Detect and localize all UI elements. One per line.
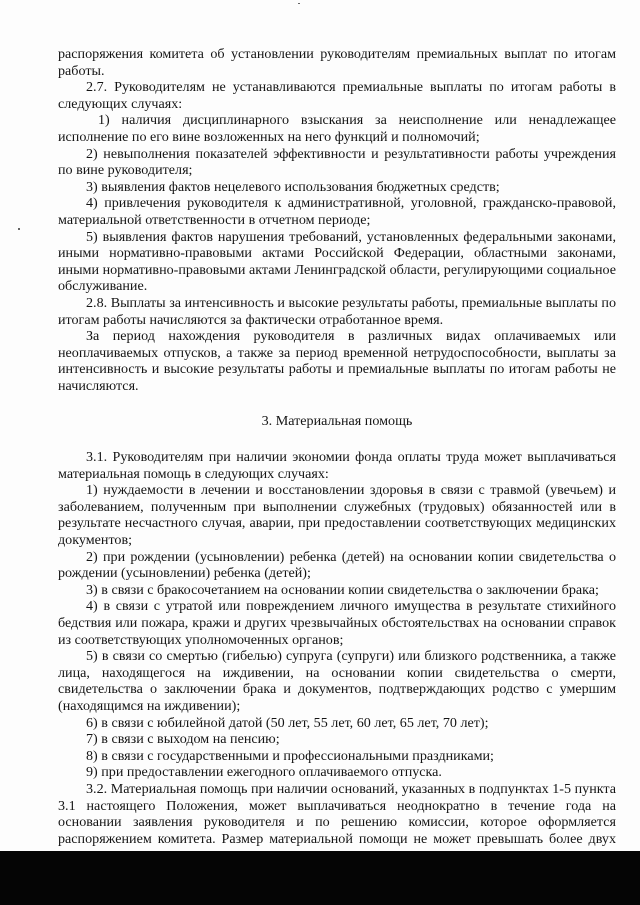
paragraph: 4) в связи с утратой или повреждением личного имущества в результате стихийного бедствия или пожара, кражи и других чрезвычайных обстоятельствах на основании справок из соответствующих уполномоченных органов; (58, 598, 616, 648)
paragraph: 6) в связи с юбилейной датой (50 лет, 55 лет, 60 лет, 65 лет, 70 лет); (86, 714, 489, 731)
scan-speck (298, 3, 300, 4)
section-title: 3. Материальная помощь (261, 413, 413, 430)
paragraph: 7) в связи с выходом на пенсию; (86, 731, 280, 748)
paragraph: 8) в связи с государственными и профессиональными праздниками; (86, 747, 494, 764)
top-paragraphs (58, 46, 616, 394)
paragraph: За период нахождения руководителя в различных видах оплачиваемых или неоплачиваемых отпусков, а также за период временной нетрудоспособности, выплаты за интенсивность и высокие результаты работы и премиальные выплаты по итогам работы не начисляются. (58, 328, 616, 394)
paragraph: 3.2. Материальная помощь при наличии оснований, указанных в подпунктах 1-5 пункта 3.1 настоящего Положения, может выплачиваться неоднократно в течение года на основании заявления руководителя и по решению комиссии, которое оформляется распоряжением комитета. Размер материальной помощи не может превышать более двух (58, 780, 616, 847)
paragraph: 2) невыполнения показателей эффективности и результативности работы учреждения по вине руководителя; (58, 145, 616, 179)
bottom-paragraphs (58, 449, 616, 880)
paragraph: 5) выявления фактов нарушения требований, установленных федеральными законами, иными нормативно-правовыми актами Российской Федерации, областными законами, иными нормативно-правовыми актами Ленинградской области, регулирующими социальное обслуживание. (58, 228, 616, 295)
paragraph: 1) наличия дисциплинарного взыскания за неисполнение или ненадлежащее исполнение по его вине возложенных на него функций и полномочий; (58, 112, 616, 145)
paragraph: 2.8. Выплаты за интенсивность и высокие результаты работы, премиальные выплаты по итогам работы начисляются за фактически отработанное время. (58, 294, 616, 328)
paragraph: 2.7. Руководителям не устанавливаются премиальные выплаты по итогам работы в следующих случаях: (58, 79, 616, 112)
paragraph: 3) выявления фактов нецелевого использования бюджетных средств; (86, 178, 500, 195)
scan-bottom-edge (0, 851, 640, 905)
paragraph: 5) в связи со смертью (гибелью) супруга (супруги) или близкого родственника, а также лица, находящегося на иждивении, на основании копии свидетельства о смерти, свидетельства о заключении брака и документов, подтверждающих родство с умершим (находящимся на иждивении); (58, 648, 616, 714)
scan-speck (18, 228, 20, 230)
paragraph: 3.1. Руководителям при наличии экономии фонда оплаты труда может выплачиваться материальная помощь в следующих случаях: (58, 449, 616, 482)
document-page (58, 46, 616, 881)
paragraph: 3) в связи с бракосочетанием на основании копии свидетельства о заключении брака; (86, 581, 599, 598)
paragraph: распоряжения комитета об установлении руководителям премиальных выплат по итогам работы. (58, 46, 616, 79)
paragraph: 9) при предоставлении ежегодного оплачиваемого отпуска. (86, 764, 442, 781)
paragraph: 4) привлечения руководителя к административной, уголовной, гражданско-правовой, материальной ответственности в отчетном периоде; (58, 195, 616, 228)
paragraph: 2) при рождении (усыновлении) ребенка (детей) на основании копии свидетельства о рождении (усыновлении) ребенка (детей); (58, 548, 616, 582)
paragraph: 1) нуждаемости в лечении и восстановлении здоровья в связи с травмой (увечьем) и заболеванием, полученным при выполнении служебных (трудовых) обязанностей или в результате несчастного случая, аварии, при предоставлении соответствующих медицинских документов; (58, 482, 616, 549)
